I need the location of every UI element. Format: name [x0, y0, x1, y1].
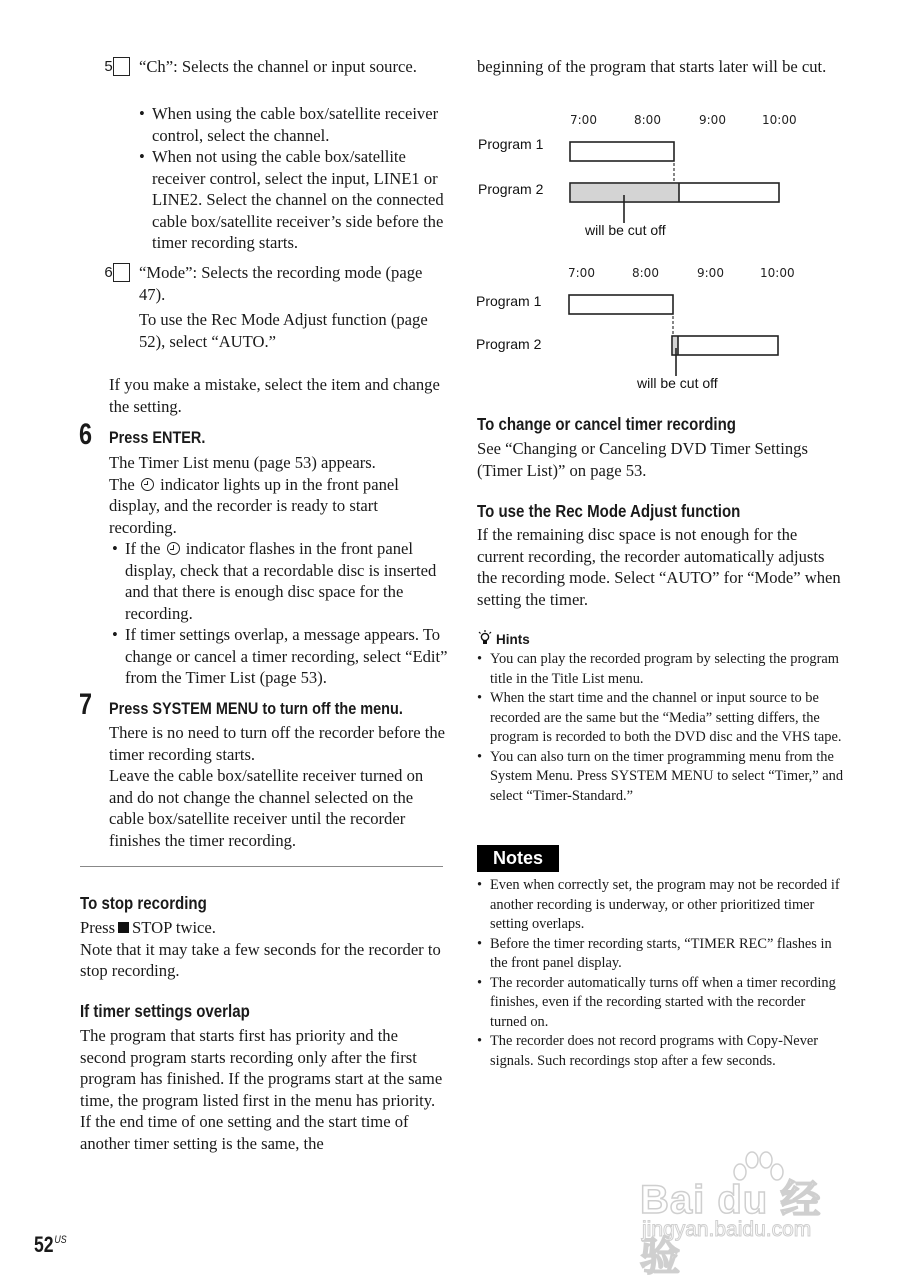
stop-line [80, 917, 450, 939]
bullet-item: • When using the cable box/satellite receiver control, select the channel. [139, 103, 444, 146]
bullet-item [112, 538, 449, 624]
time-label: 10:00 [760, 266, 795, 280]
recmode-section-body: If the remaining disc space is not enough for the current recording, the recorder automatically adjusts the recording mode. Select “AUTO” for “Mode” when setting the timer. [477, 525, 841, 609]
stop-note: Note that it may take a few seconds for the recorder to stop recording. [80, 939, 441, 980]
program-label: Program 2 [476, 336, 542, 352]
item-5-bullets [139, 103, 444, 254]
hints-list [477, 650, 845, 806]
text-fragment: If the [125, 539, 161, 558]
section-divider [80, 866, 443, 867]
step-title: Press ENTER. [109, 428, 206, 447]
time-label: 9:00 [697, 266, 724, 280]
notes-list [477, 876, 845, 1071]
clock-icon [141, 478, 154, 491]
program-1-bar [570, 142, 674, 161]
item-number-box: 5 [113, 57, 130, 76]
overlap-diagram-2 [470, 258, 810, 398]
text-fragment: The [109, 474, 135, 494]
step-7-para1: There is no need to turn off the recorder before the timer recording starts. [109, 723, 446, 764]
cut-off-annotation: will be cut off [637, 375, 718, 391]
program-2-bar [672, 336, 778, 355]
text-fragment: indicator flashes in the front panel display, check that a recordable disc is inserted and that there is enough disc space for the recording. [125, 539, 437, 623]
cut-off-region [571, 184, 679, 201]
step-number: 6 [79, 418, 93, 451]
page-region-suffix: US [54, 1234, 67, 1246]
step-6-body [109, 452, 449, 689]
step-number: 7 [79, 688, 93, 721]
watermark-url: jingyan.baidu.com [642, 1218, 812, 1241]
time-label: 10:00 [762, 113, 797, 127]
stop-square-icon [118, 922, 129, 933]
lightbulb-icon [478, 630, 492, 646]
step-title: Press SYSTEM MENU to turn off the menu. [109, 699, 403, 718]
page-number [34, 1232, 67, 1258]
section-heading: To use the Rec Mode Adjust function [477, 501, 741, 521]
note-item: • The recorder does not record programs with Copy-Never signals. Such recordings stop after a few seconds. [477, 1032, 845, 1071]
step-6-para2 [109, 474, 449, 539]
item-number-box: 6 [113, 263, 130, 282]
step-6-para1: The Timer List menu (page 53) appears. [109, 453, 376, 472]
notes-badge: Notes [477, 845, 559, 872]
bullet-item: • When not using the cable box/satellite receiver control, select the input, LINE1 or LINE2. Select the channel on the connected cable box/satellite receiver’s side before the timer recording starts. [139, 146, 444, 254]
time-label: 7:00 [570, 113, 597, 127]
program-label: Program 1 [476, 293, 542, 309]
overlap-diagram-1 [470, 105, 810, 245]
bullet-item: • If timer settings overlap, a message appears. To change or cancel a timer recording, select “Edit” from the Timer List (page 53). [112, 624, 449, 689]
hint-item: • You can play the recorded program by selecting the program title in the Title List menu. [477, 650, 845, 689]
time-label: 8:00 [632, 266, 659, 280]
item-5-text: “Ch”: Selects the channel or input source. [139, 57, 417, 76]
item-6-extra: To use the Rec Mode Adjust function (page 52), select “AUTO.” [139, 310, 428, 351]
stop-section-body [80, 917, 450, 982]
time-label: 8:00 [634, 113, 661, 127]
watermark [640, 1148, 855, 1279]
text-fragment: Press [80, 918, 116, 937]
section-heading: If timer settings overlap [80, 1001, 250, 1021]
item-5-ch [104, 56, 449, 78]
clock-icon [167, 542, 180, 555]
program-label: Program 1 [478, 136, 544, 152]
program-label: Program 2 [478, 181, 544, 197]
text-fragment: STOP twice. [132, 918, 216, 937]
change-section-body: See “Changing or Canceling DVD Timer Settings (Timer List)” on page 53. [477, 439, 808, 480]
program-1-bar [569, 295, 673, 314]
section-heading: To stop recording [80, 893, 207, 913]
section-heading: To change or cancel timer recording [477, 414, 736, 434]
hint-item: • You can also turn on the timer programming menu from the System Menu. Press SYSTEM MENU to select “Timer,” and select “Timer-Standard.” [477, 748, 845, 807]
note-item: • Before the timer recording starts, “TIMER REC” flashes in the front panel display. [477, 935, 845, 974]
item-6-mode [104, 262, 449, 305]
mistake-text: If you make a mistake, select the item and change the setting. [109, 375, 440, 416]
hints-header [478, 630, 530, 649]
note-item: • The recorder automatically turns off when a timer recording finishes, even if the recording started with the recorder turned on. [477, 974, 845, 1033]
hints-title: Hints [496, 632, 530, 647]
time-label: 9:00 [699, 113, 726, 127]
note-item: • Even when correctly set, the program may not be recorded if another recording is underway, or other prioritized timer setting overlaps. [477, 876, 845, 935]
text-fragment: indicator lights up in the front panel display, and the recorder is ready to start recording. [109, 474, 399, 537]
item-6-text: “Mode”: Selects the recording mode (page 47). [139, 263, 423, 304]
cut-off-annotation: will be cut off [585, 222, 666, 238]
watermark-brand: Bai du 经验 [640, 1178, 822, 1279]
continued-text: beginning of the program that starts later will be cut. [477, 57, 827, 76]
overlap-section-body: The program that starts first has priority and the second program starts recording only after the first program has finished. If the programs start at the same time, the program listed first in the menu has priority. If the end time of one setting and the start time of another timer setting is the same, the [80, 1026, 443, 1153]
time-label: 7:00 [568, 266, 595, 280]
hint-item: • When the start time and the channel or input source to be recorded are the same but the “Media” setting differs, the program is recorded to both the DVD disc and the VHS tape. [477, 689, 845, 748]
step-7-para2: Leave the cable box/satellite receiver turned on and do not change the channel selected on the cable box/satellite receiver until the recorder finishes the timer recording. [109, 766, 424, 850]
step-7-body [109, 722, 449, 851]
page-number-value: 52 [34, 1232, 54, 1257]
